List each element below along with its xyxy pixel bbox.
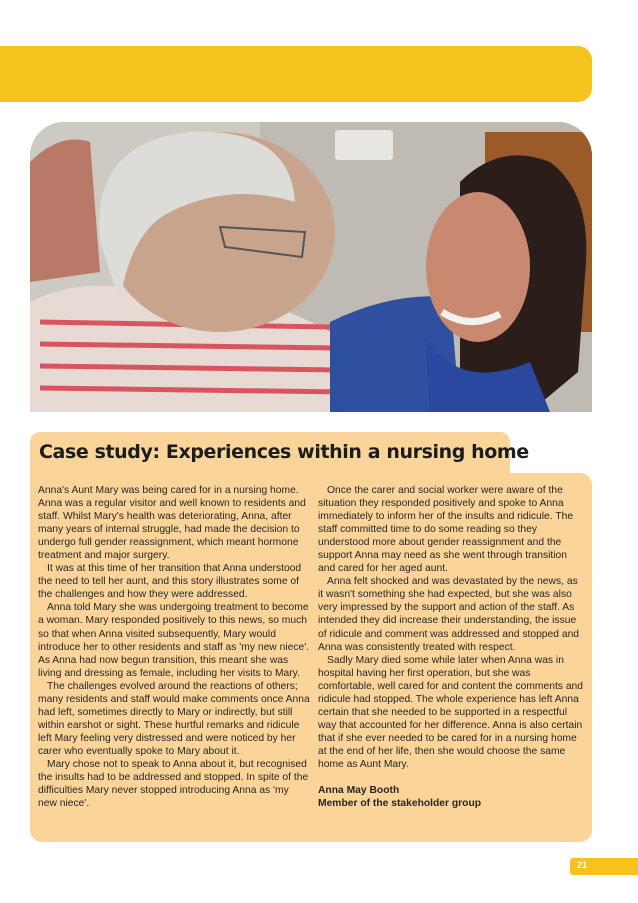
paragraph: Anna felt shocked and was devastated by the news, as it wasn't something she had expected, but she was also very impressed by the support and action of the staff. As intended they did increase their understanding, the issue of ridicule and comment was addressed and stopped and Anna was consistently treated with respect. [318,576,580,653]
paragraph: It was at this time of her transition that Anna understood the need to tell her aunt, and this story illustrates some of the challenges and how they were addressed. [38,563,302,601]
page-number-tab [570,858,638,875]
author-name: Anna May Booth [318,785,400,797]
paragraph: Anna told Mary she was undergoing treatment to become a woman. Mary responded positively to this news, so much so that when Anna visited subsequently, Mary would introduce her to other residents and staff as 'my new niece'. As Anna had now begun transition, this meant she was living and dressing as female, including her visits to Mary. [38,602,310,679]
photo-elderly-woman-and-carer-icon [30,122,592,412]
paragraph: Anna's Aunt Mary was being cared for in a nursing home. Anna was a regular visitor and well known to residents and staff. Whilst Mary's health was deteriorating, Anna, after many years of internal struggle, had made the decision to undergo full gender reassignment, which meant hormone treatment and major surgery. [38,485,306,562]
paragraph: Mary chose not to speak to Anna about it, but recognised the insults had to be addressed and stopped. In spite of the difficulties Mary never stopped introducing Anna as 'my new niece'. [38,758,309,810]
paragraph: Sadly Mary died some while later when Anna was in hospital having her first operation, but she was comfortable, well cared for and content the comments and ridicule had stopped. The whole experience has left Anna certain that she needed to be supported in a respectful way that accounted for her difference. Anna is also certain that if she ever needed to be cared for in a nursing home at the end of her life, then she would choose the same home as Aunt Mary. [318,654,583,770]
title-tab [30,432,529,474]
article-right-column [318,484,584,810]
article-left-column [38,484,310,810]
author-signature [318,784,584,810]
author-role: Member of the stakeholder group [318,798,482,810]
article-title: Case study: Experiences within a nursing home [39,441,529,463]
header-banner [0,46,592,102]
paragraph: Once the carer and social worker were aware of the situation they responded positively and spoke to Anna immediately to inform her of the insults and ridicule. The staff committed time to do some reading so they understood more about gender reassignment and the support Anna may need as she went through transition and cared for her aged aunt. [318,485,574,575]
article-panel [30,473,592,842]
page-number: 21 [577,860,588,870]
paragraph: The challenges evolved around the reactions of others; many residents and staff would make comments once Anna had left, sometimes directly to Mary or indirectly, but still within earshot or sight. These hurtful remarks and ridicule left Mary feeling very distressed and were noticed by her carer who eventually spoke to Mary about it. [38,680,310,757]
